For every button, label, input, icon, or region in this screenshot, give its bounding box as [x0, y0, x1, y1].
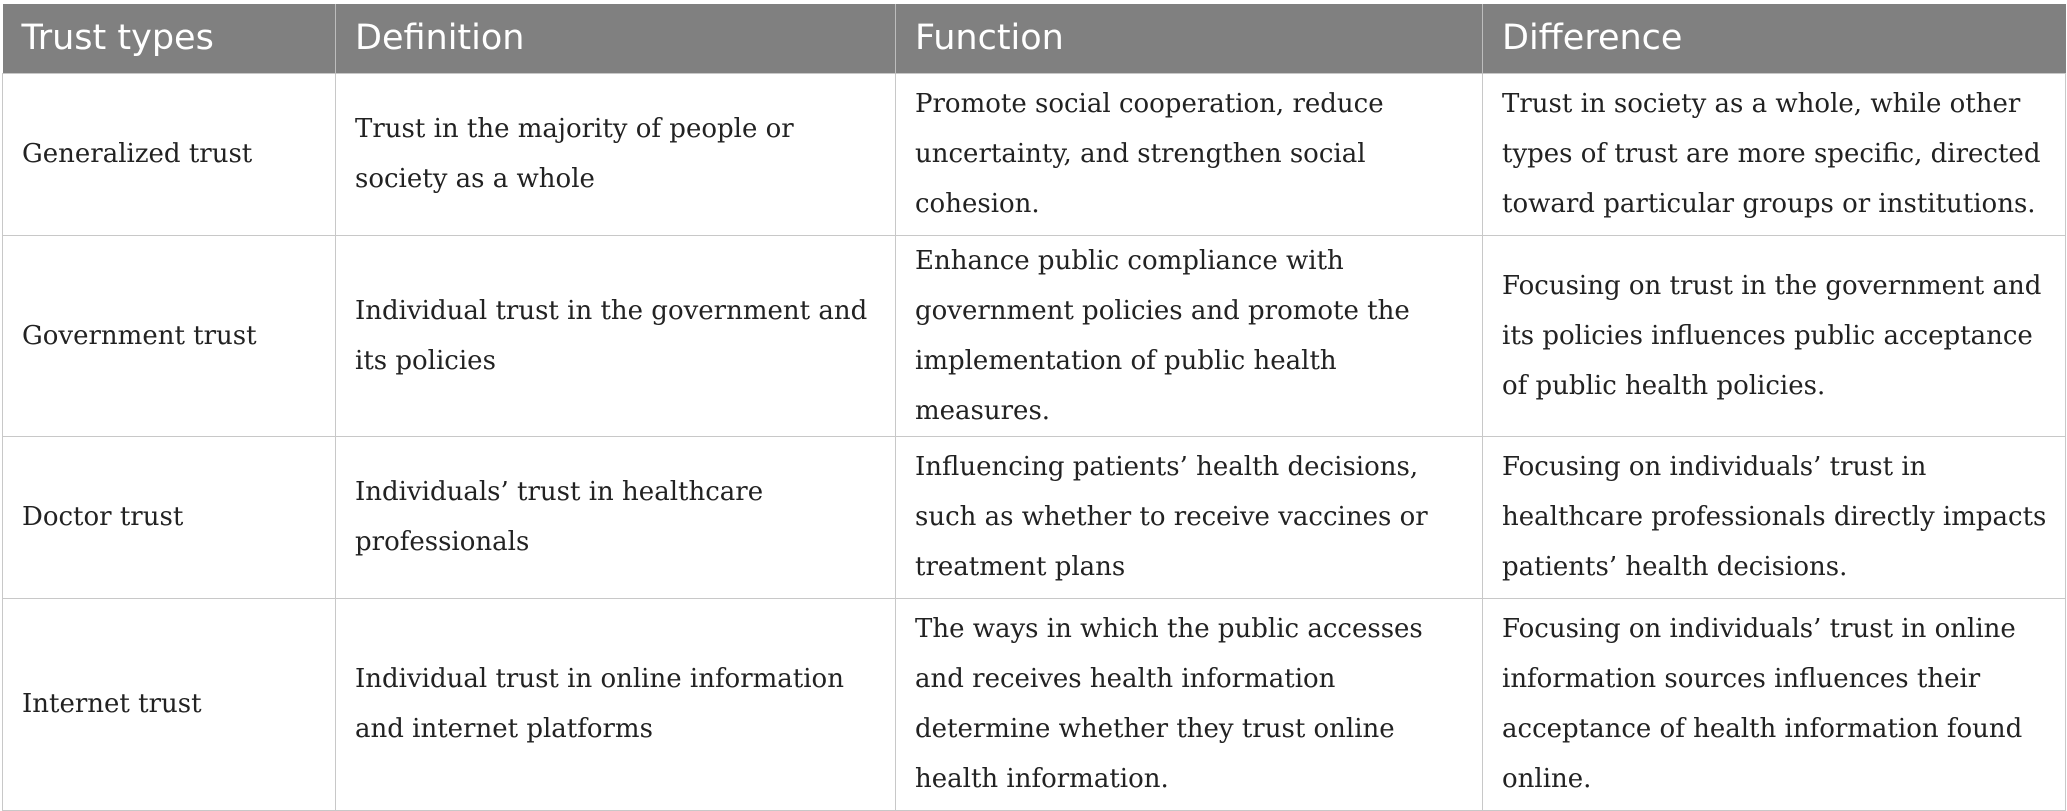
table-row	[3, 235, 2066, 436]
cell-function: Influencing patients’ health decisions, such as whether to receive vaccines or treatment plans	[896, 436, 1483, 598]
header-trust-types: Trust types	[3, 4, 336, 73]
cell-function: Promote social cooperation, reduce uncertainty, and strengthen social cohesion.	[896, 73, 1483, 235]
table-row	[3, 436, 2066, 598]
cell-definition: Individual trust in online information and internet platforms	[336, 598, 896, 810]
cell-function: The ways in which the public accesses and receives health information determine whether they trust online health information.	[896, 598, 1483, 810]
cell-trust-type: Generalized trust	[3, 73, 336, 235]
table-row	[3, 598, 2066, 810]
header-function: Function	[896, 4, 1483, 73]
cell-trust-type: Doctor trust	[3, 436, 336, 598]
header-difference: Difference	[1483, 4, 2066, 73]
header-row	[3, 4, 2066, 73]
header-definition: Definition	[336, 4, 896, 73]
cell-difference: Focusing on individuals’ trust in healthcare professionals directly impacts patients’ health decisions.	[1483, 436, 2066, 598]
cell-definition: Trust in the majority of people or society as a whole	[336, 73, 896, 235]
cell-trust-type: Government trust	[3, 235, 336, 436]
table-body	[3, 73, 2066, 810]
cell-trust-type: Internet trust	[3, 598, 336, 810]
cell-definition: Individuals’ trust in healthcare professionals	[336, 436, 896, 598]
cell-difference: Focusing on trust in the government and its policies influences public acceptance of public health policies.	[1483, 235, 2066, 436]
cell-definition: Individual trust in the government and its policies	[336, 235, 896, 436]
cell-function: Enhance public compliance with government policies and promote the implementation of public health measures.	[896, 235, 1483, 436]
cell-difference: Trust in society as a whole, while other types of trust are more specific, directed toward particular groups or institutions.	[1483, 73, 2066, 235]
cell-difference: Focusing on individuals’ trust in online information sources influences their acceptance of health information found online.	[1483, 598, 2066, 810]
trust-types-table	[2, 4, 2066, 811]
table-header	[3, 4, 2066, 73]
table-row	[3, 73, 2066, 235]
